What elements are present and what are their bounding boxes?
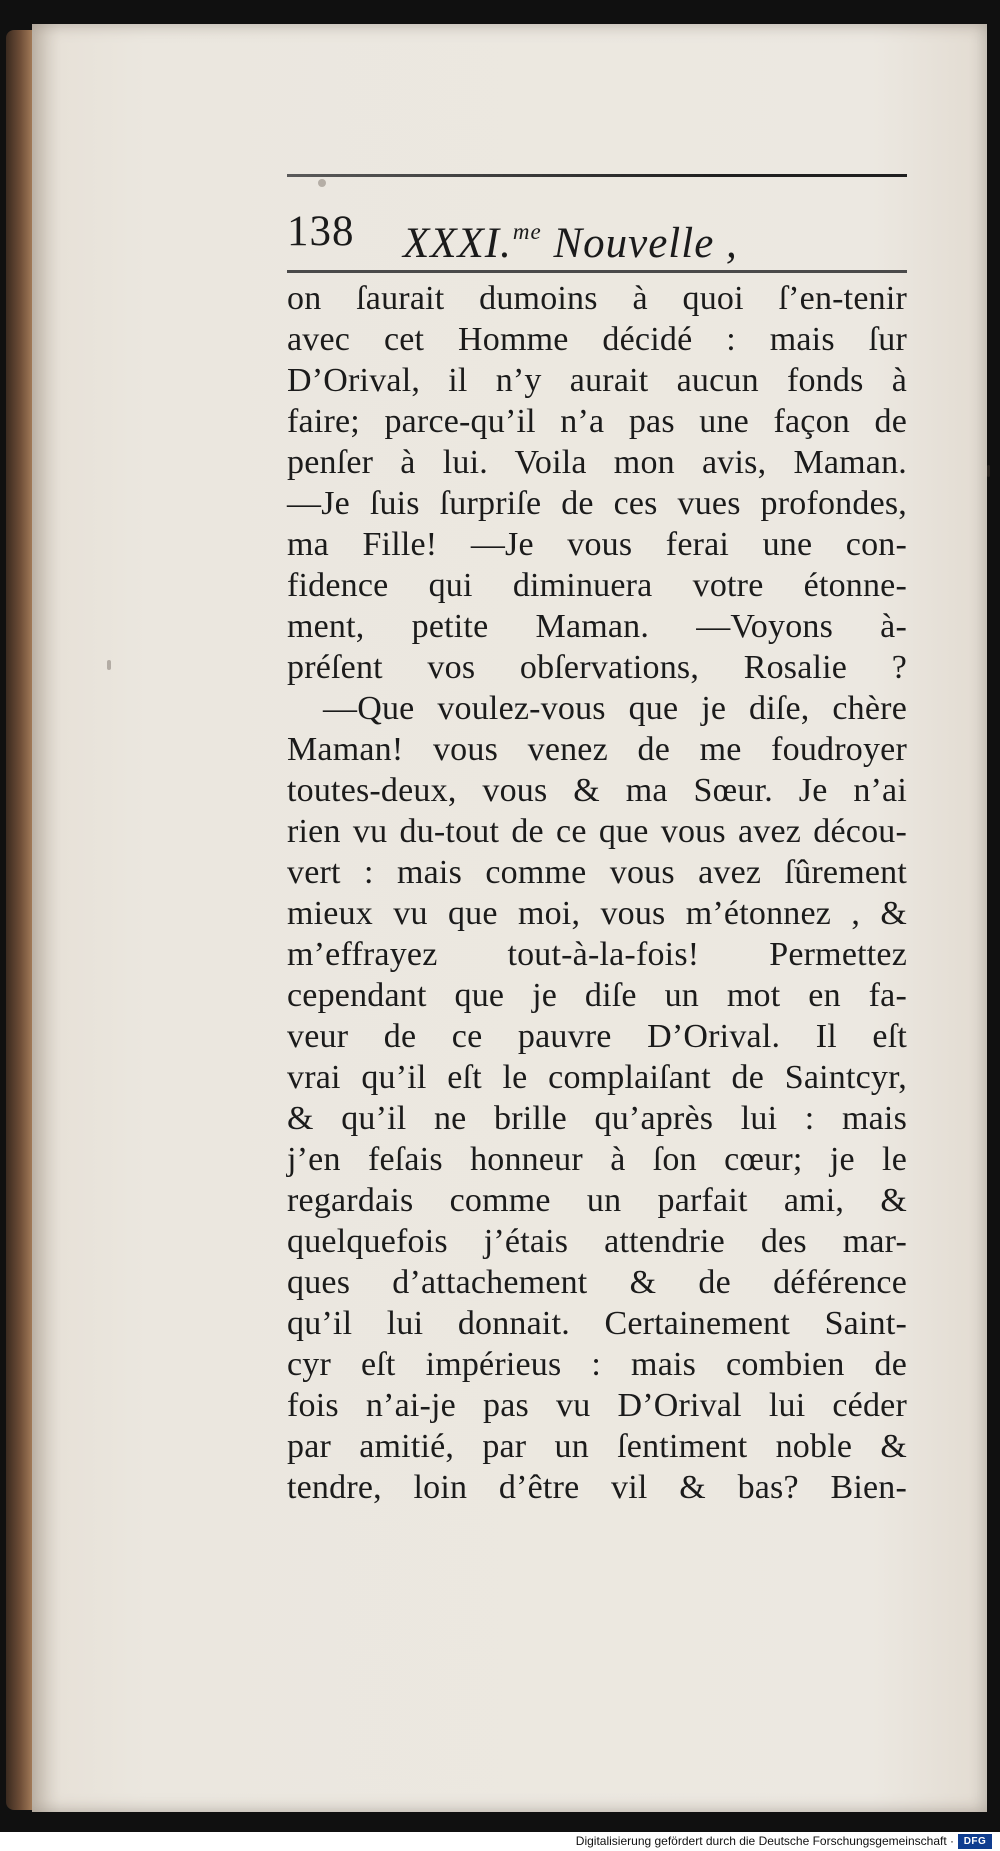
text-line: vrai qu’il eſt le complaiſant de Saintcyr, <box>287 1059 907 1096</box>
text-line: mieux vu que moi, vous m’étonnez , & <box>287 895 907 932</box>
funding-footer <box>0 1832 1000 1851</box>
section-title-main: XXXI. <box>403 220 512 267</box>
text-line: veur de ce pauvre D’Orival. Il eſt <box>287 1018 907 1055</box>
running-header <box>287 200 907 267</box>
text-line: penſer à lui. Voila mon avis, Maman. <box>287 444 907 481</box>
text-line: —Je ſuis ſurpriſe de ces vues profondes, <box>287 485 907 522</box>
text-line: toutes-deux, vous & ma Sœur. Je n’ai <box>287 772 907 809</box>
text-line: on ſaurait dumoins à quoi ſ’en-tenir <box>287 280 907 317</box>
text-line: tendre, loin d’être vil & bas? Bien- <box>287 1469 907 1506</box>
text-line: fidence qui diminuera votre étonne- <box>287 567 907 604</box>
top-rule <box>287 174 907 177</box>
text-line: par amitié, par un ſentiment noble & <box>287 1428 907 1465</box>
text-line: faire; parce-qu’il n’a pas une façon de <box>287 403 907 440</box>
page-number: 138 <box>287 208 355 255</box>
header-rule <box>287 270 907 273</box>
text-line: Maman! vous venez de me foudroyer <box>287 731 907 768</box>
paper-mark <box>107 660 111 670</box>
text-line: ques d’attachement & de déférence <box>287 1264 907 1301</box>
section-title-superscript: me <box>512 219 542 244</box>
page-body-text <box>287 278 907 1508</box>
text-line: regardais comme un parfait ami, & <box>287 1182 907 1219</box>
text-line: quelquefois j’étais attendrie des mar- <box>287 1223 907 1260</box>
text-line: & qu’il ne brille qu’après lui : mais <box>287 1100 907 1137</box>
text-line: cyr eſt impérieus : mais combien de <box>287 1346 907 1383</box>
text-line: qu’il lui donnait. Certainement Saint- <box>287 1305 907 1342</box>
book-page <box>32 24 987 1812</box>
funding-credit: Digitalisierung gefördert durch die Deutsche Forschungsgemeinschaft · <box>575 1834 954 1848</box>
dfg-logo: DFG <box>958 1834 992 1849</box>
section-title <box>403 200 738 276</box>
section-title-suffix: Nouvelle , <box>541 220 738 267</box>
text-line: m’effrayez tout-à-la-fois! Permettez <box>287 936 907 973</box>
text-line: ment, petite Maman. —Voyons à- <box>287 608 907 645</box>
text-line: avec cet Homme décidé : mais ſur <box>287 321 907 358</box>
paper-mark <box>987 465 990 477</box>
text-line: cependant que je diſe un mot en fa- <box>287 977 907 1014</box>
text-line: j’en feſais honneur à ſon cœur; je le <box>287 1141 907 1178</box>
text-line: fois n’ai-je pas vu D’Orival lui céder <box>287 1387 907 1424</box>
text-line: D’Orival, il n’y aurait aucun fonds à <box>287 362 907 399</box>
text-line: vert : mais comme vous avez ſûrement <box>287 854 907 891</box>
text-block <box>287 174 907 1534</box>
text-line: ma Fille! —Je vous ferai une con- <box>287 526 907 563</box>
text-line: —Que voulez-vous que je diſe, chère <box>323 690 907 727</box>
text-line: rien vu du-tout de ce que vous avez décou- <box>287 813 907 850</box>
text-line: préſent vos obſervations, Rosalie ? <box>287 649 907 686</box>
